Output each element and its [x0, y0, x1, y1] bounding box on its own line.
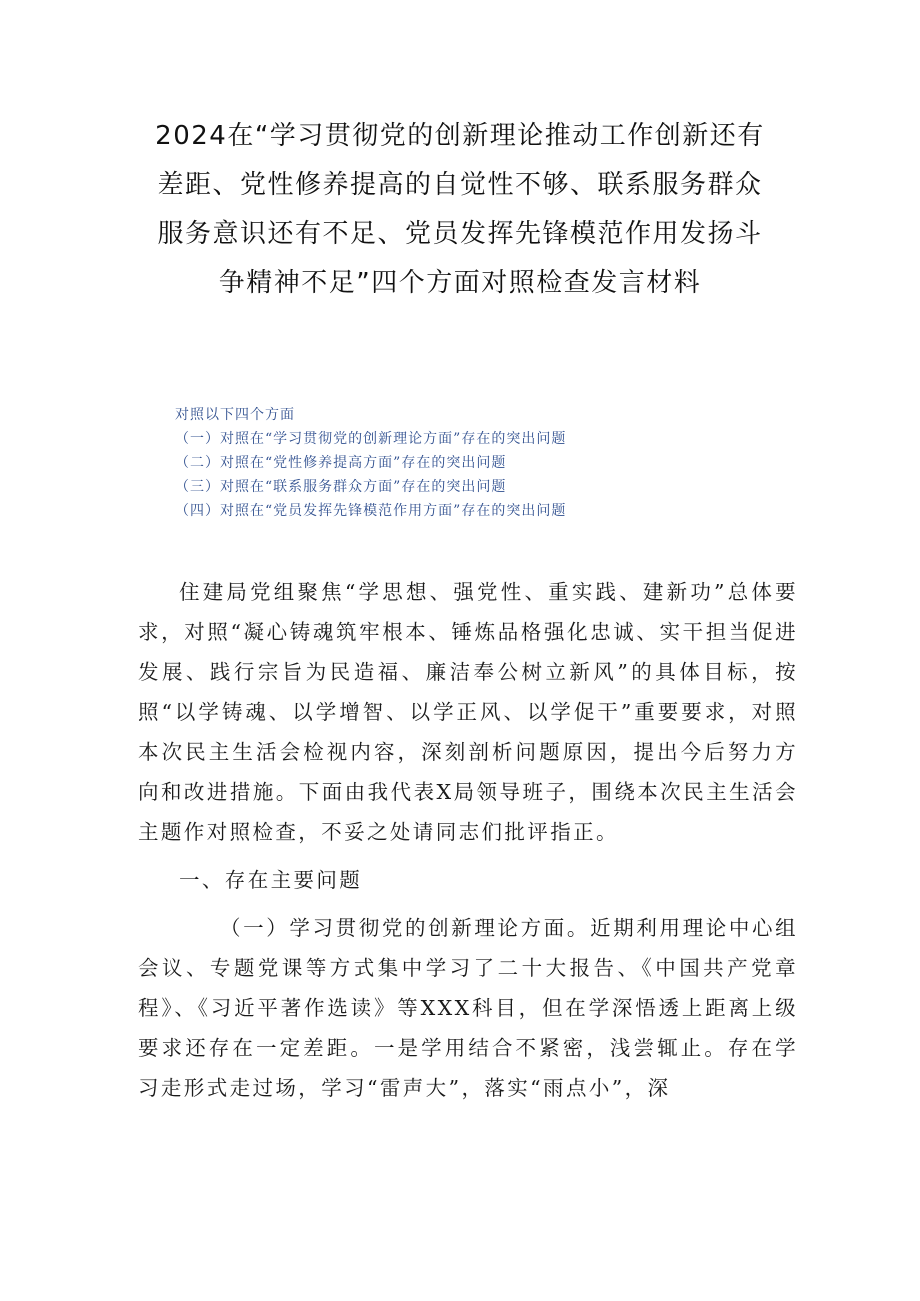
document-body: [138, 572, 798, 1108]
section-heading: 一、存在主要问题: [179, 868, 363, 892]
toc-item-2[interactable]: （二）对照在“党性修养提高方面”存在的突出问题: [175, 455, 507, 471]
title-line: 差距、党性修养提高的自觉性不够、联系服务群众: [157, 170, 763, 200]
toc-item-3[interactable]: （三）对照在“联系服务群众方面”存在的突出问题: [175, 479, 507, 495]
subsection-paragraph: （一）学习贯彻党的创新理论方面。近期利用理论中心组会议、专题党课等方式集中学习了二十大报告、《中国共产党章程》、《习近平著作选读》等XXX科目，但在学深悟透上距离上级要求还存在一定差距。一是学用结合不紧密，浅尝辄止。存在学习走形式走过场，学习“雷声大”，落实“雨点小”，深: [138, 916, 798, 1100]
toc-heading: 对照以下四个方面: [175, 407, 295, 423]
table-of-contents: [175, 403, 566, 523]
title-line: 服务意识还有不足、党员发挥先锋模范作用发扬斗: [157, 219, 763, 249]
document-title: [120, 112, 800, 308]
toc-item-1[interactable]: （一）对照在“学习贯彻党的创新理论方面”存在的突出问题: [175, 431, 567, 447]
intro-paragraph: 住建局党组聚焦“学思想、强党性、重实践、建新功”总体要求，对照“凝心铸魂筑牢根本、锤炼品格强化忠诚、实干担当促进发展、践行宗旨为民造福、廉洁奉公树立新风”的具体目标，按照“以学铸魂、以学增智、以学正风、以学促干”重要要求，对照本次民主生活会检视内容，深刻剖析问题原因，提出今后努力方向和改进措施。下面由我代表X局领导班子，围绕本次民主生活会主题作对照检查，不妥之处请同志们批评指正。: [138, 580, 798, 844]
title-line: 争精神不足”四个方面对照检查发言材料: [218, 268, 702, 298]
toc-item-4[interactable]: （四）对照在“党员发挥先锋模范作用方面”存在的突出问题: [175, 503, 567, 519]
title-line: 2024在“学习贯彻党的创新理论推动工作创新还有: [155, 121, 765, 151]
